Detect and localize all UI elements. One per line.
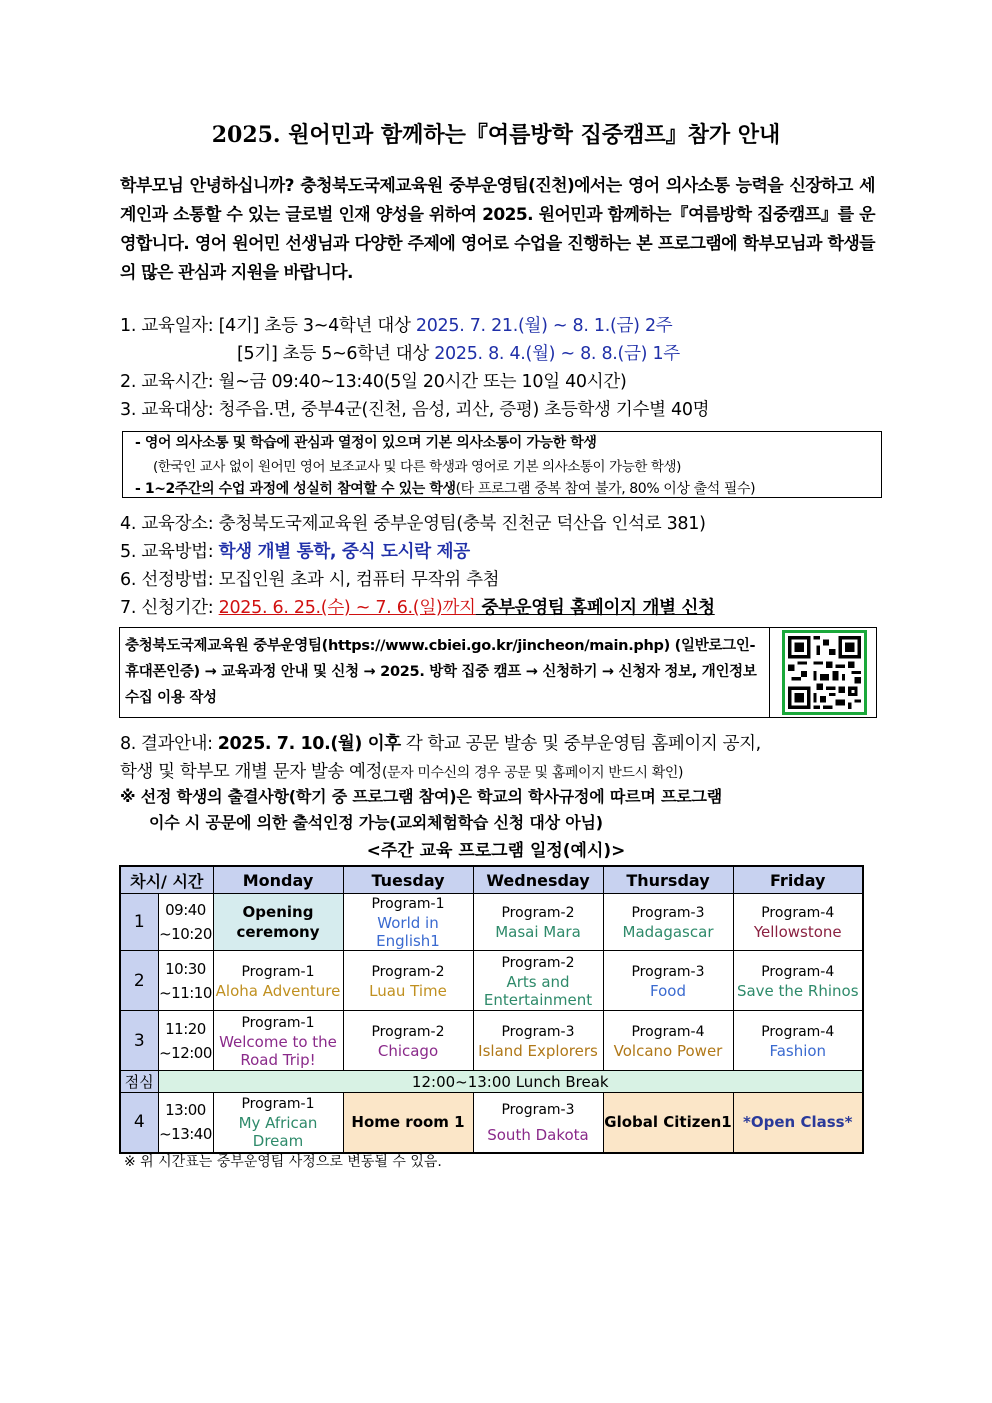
item-target: 3. 교육대상: 청주읍.면, 중부4군(진천, 음성, 괴산, 증평) 초등학생 기수별 40명 xyxy=(120,400,710,420)
program-topic: Luau Time xyxy=(369,981,447,1000)
result-rest-1: 각 학교 공문 발송 및 중부운영팀 홈페이지 공지, xyxy=(400,734,761,754)
program-label: Program-2 xyxy=(371,1023,445,1040)
program-label: Program-3 xyxy=(501,1102,575,1119)
footnote: ※ 위 시간표는 중부운영팀 사정으로 변동될 수 있음. xyxy=(124,1154,442,1170)
period-number: 4 xyxy=(120,1093,158,1153)
program-topic: Madagascar xyxy=(622,923,714,941)
cell-program xyxy=(473,894,603,951)
table-row xyxy=(120,894,863,951)
item-date-line-2 xyxy=(237,340,680,365)
page-title: 2025. 원어민과 함께하는『여름방학 집중캠프』참가 안내 xyxy=(211,122,781,148)
program-label: Program-4 xyxy=(761,905,835,921)
criteria-box xyxy=(122,431,882,498)
header-thursday: Thursday xyxy=(603,866,733,894)
result-rest-2-small: (문자 미수신의 경우 공문 및 홈페이지 반드시 확인) xyxy=(382,765,684,781)
period-number: 1 xyxy=(120,894,158,951)
item-method xyxy=(120,538,470,563)
period-number: 2 xyxy=(120,951,158,1011)
result-label: 8. 결과안내: xyxy=(120,734,218,754)
program-topic: Food xyxy=(650,981,686,1000)
program-label: Program-4 xyxy=(761,963,835,980)
cell-opening: Opening ceremony xyxy=(213,894,343,951)
apply-box-text: 충청북도국제교육원 중부운영팀(https://www.cbiei.go.kr/jincheon/main.php) (일반로그인-휴대폰인증) → 교육과정 안내 및 신청 → 2025. 방학 집중 캠프 → 신청하기 → 신청자 정보, 개인정보 수집 이용 작성 xyxy=(125,638,757,706)
program-topic: Chicago xyxy=(377,1041,439,1060)
program-topic: Fashion xyxy=(769,1041,827,1060)
schedule-table xyxy=(119,865,864,1154)
warning-line-2: 이수 시 공문에 의한 출석인정 가능(교외체험학습 신청 대상 아님) xyxy=(149,813,603,832)
header-friday: Friday xyxy=(733,866,863,894)
time-start: 09:40 xyxy=(165,901,206,919)
cell-program xyxy=(213,1011,343,1071)
item-apply xyxy=(120,594,715,619)
lunch-label: 점심 xyxy=(120,1071,158,1093)
cell-homeroom: Home room 1 xyxy=(343,1093,473,1153)
item-time: 2. 교육시간: 월~금 09:40~13:40(5일 20시간 또는 10일 40시간) xyxy=(120,372,627,392)
date-label: 1. 교육일자: xyxy=(120,316,219,336)
period-time xyxy=(158,1011,213,1071)
cell-program xyxy=(343,894,473,951)
program-topic: South Dakota xyxy=(487,1126,589,1145)
cell-program xyxy=(343,1011,473,1071)
intro-paragraph: 학부모님 안녕하십니까? 충청북도국제교육원 중부운영팀(진천)에서는 영어 의사소통 능력을 신장하고 세계인과 소통할 수 있는 글로벌 인재 양성을 위하여 2025. 원어민과 함께하는『여름방학 집중캠프』를 운영합니다. 영어 원어민 선생님과 다양한 주제에 영어로 수업을 진행하는 본 프로그램에 학부모님과 학생들의 많은 관심과 지원을 바랍니다. xyxy=(120,176,875,283)
program-label: Program-4 xyxy=(631,1023,705,1040)
date1-period: 2025. 7. 21.(월) ~ 8. 1.(금) 2주 xyxy=(415,316,673,336)
date2-group: [5기] 초등 5~6학년 대상 xyxy=(237,344,435,364)
header-monday: Monday xyxy=(213,866,343,894)
time-start: 10:30 xyxy=(165,959,206,978)
program-topic: World in English1 xyxy=(376,914,440,950)
header-wednesday: Wednesday xyxy=(473,866,603,894)
program-topic: Save the Rhinos xyxy=(736,981,859,1000)
program-label: Program-1 xyxy=(241,963,315,980)
item-result-line-1 xyxy=(120,730,761,755)
item-select: 6. 선정방법: 모집인원 초과 시, 컴퓨터 무작위 추첨 xyxy=(120,570,500,590)
result-rest-2: 학생 및 학부모 개별 문자 발송 예정 xyxy=(120,762,383,782)
program-label: Program-3 xyxy=(631,905,705,921)
program-topic: My African Dream xyxy=(238,1114,318,1151)
cell-program xyxy=(473,1093,603,1153)
program-topic: Island Explorers xyxy=(478,1041,598,1060)
apply-rest: 중부운영팀 홈페이지 개별 신청 xyxy=(475,598,715,618)
cell-program xyxy=(213,951,343,1011)
table-row xyxy=(120,951,863,1011)
cell-program xyxy=(733,894,863,951)
cell-program xyxy=(603,1011,733,1071)
program-label: Program-1 xyxy=(241,1014,315,1031)
program-label: Program-3 xyxy=(631,963,705,980)
lunch-row xyxy=(120,1071,863,1093)
program-label: Program-2 xyxy=(371,963,445,980)
program-topic: Yellowstone xyxy=(753,923,842,941)
apply-box xyxy=(119,627,877,718)
time-end: ~10:20 xyxy=(159,925,212,943)
cell-open-class: *Open Class* xyxy=(733,1093,863,1153)
time-end: ~13:40 xyxy=(159,1125,212,1144)
criteria-line-3-bold: - 1~2주간의 수업 과정에 성실히 참여할 수 있는 학생 xyxy=(135,481,456,497)
period-number: 3 xyxy=(120,1011,158,1071)
time-end: ~12:00 xyxy=(159,1043,212,1062)
item-result-line-2 xyxy=(120,758,683,783)
program-topic: Masai Mara xyxy=(495,923,581,941)
warning-line-1: ※ 선정 학생의 출결사항(학기 중 프로그램 참여)은 학교의 학사규정에 따르며 프로그램 xyxy=(120,787,722,806)
method-value: 학생 개별 통학, 중식 도시락 제공 xyxy=(218,542,470,562)
cell-program xyxy=(603,951,733,1011)
time-end: ~11:10 xyxy=(159,983,212,1002)
period-time xyxy=(158,1093,213,1153)
period-time xyxy=(158,951,213,1011)
cell-program xyxy=(343,951,473,1011)
program-label: Program-1 xyxy=(241,1096,315,1113)
cell-program xyxy=(733,1011,863,1071)
program-label: Program-3 xyxy=(501,1023,575,1040)
table-row xyxy=(120,1093,863,1153)
program-label: Program-1 xyxy=(371,896,445,912)
date1-group: [4기] 초등 3~4학년 대상 xyxy=(218,316,416,336)
program-topic: Welcome to the Road Trip! xyxy=(219,1032,337,1069)
lunch-text: 12:00~13:00 Lunch Break xyxy=(158,1071,863,1093)
cell-program xyxy=(603,894,733,951)
program-label: Program-2 xyxy=(501,905,575,921)
time-start: 13:00 xyxy=(165,1101,206,1120)
program-label: Program-4 xyxy=(761,1023,835,1040)
criteria-line-3-rest: (타 프로그램 중복 참여 불가, 80% 이상 출석 필수) xyxy=(455,481,756,497)
apply-label: 7. 신청기간: xyxy=(120,598,219,618)
method-label: 5. 교육방법: xyxy=(120,542,219,562)
cell-program xyxy=(213,1093,343,1153)
criteria-line-3 xyxy=(135,478,755,498)
program-topic: Arts and Entertainment xyxy=(483,972,593,1009)
program-topic: Volcano Power xyxy=(613,1041,723,1060)
result-date: 2025. 7. 10.(월) 이후 xyxy=(217,734,401,754)
cell-program xyxy=(473,951,603,1011)
date2-period: 2025. 8. 4.(월) ~ 8. 8.(금) 1주 xyxy=(434,344,680,364)
criteria-line-2: (한국인 교사 없이 원어민 영어 보조교사 및 다른 학생과 영어로 기본 의사소통이 가능한 학생) xyxy=(153,459,682,475)
program-topic: Aloha Adventure xyxy=(215,981,341,1000)
criteria-line-1: - 영어 의사소통 및 학습에 관심과 열정이 있으며 기본 의사소통이 가능한 학생 xyxy=(135,435,597,451)
item-date-line-1 xyxy=(120,312,672,337)
period-time xyxy=(158,894,213,951)
qr-code-icon[interactable] xyxy=(782,630,867,715)
qr-cell xyxy=(769,628,877,717)
schedule-caption: <주간 교육 프로그램 일정(예시)> xyxy=(366,841,626,861)
program-label: Program-2 xyxy=(501,954,575,971)
cell-global-citizen: Global Citizen1 xyxy=(603,1093,733,1153)
header-tuesday: Tuesday xyxy=(343,866,473,894)
cell-program xyxy=(473,1011,603,1071)
item-place: 4. 교육장소: 충청북도국제교육원 중부운영팀(충북 진천군 덕산읍 인석로 381) xyxy=(120,514,706,534)
header-period: 차시/ 시간 xyxy=(120,866,213,894)
table-row xyxy=(120,1011,863,1071)
apply-period: 2025. 6. 25.(수) ~ 7. 6.(일)까지 xyxy=(218,598,476,618)
cell-program xyxy=(733,951,863,1011)
time-start: 11:20 xyxy=(165,1019,206,1038)
schedule-header-row xyxy=(120,866,863,894)
